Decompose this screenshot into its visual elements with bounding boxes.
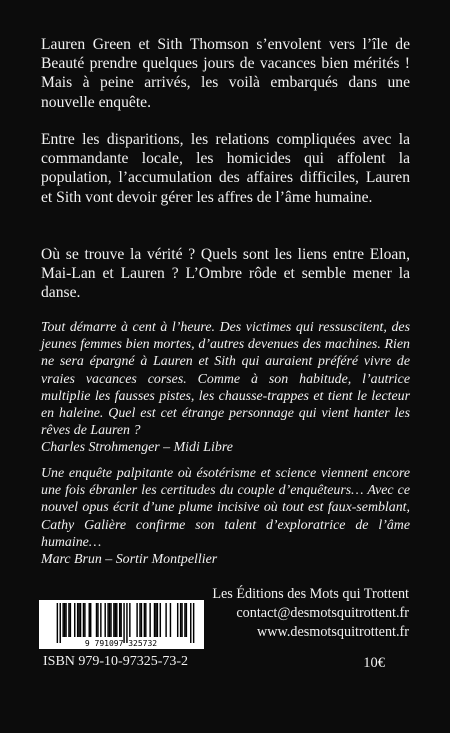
barcode-bar: [170, 603, 171, 637]
barcode-bar: [64, 603, 65, 637]
barcode-bar: [157, 603, 158, 637]
barcode-bar: [80, 603, 81, 637]
barcode-bar: [65, 603, 66, 637]
barcode-bar: [113, 603, 114, 637]
barcode-bar: [115, 603, 116, 637]
barcode-bar: [97, 603, 98, 637]
barcode-bar: [100, 603, 101, 637]
barcode-bar: [136, 603, 137, 637]
barcode-bar: [78, 603, 79, 637]
barcode-bar: [84, 603, 85, 637]
barcode-bar: [119, 603, 120, 637]
barcode-bar: [129, 603, 130, 637]
barcode-bar: [60, 603, 61, 643]
barcode-bar: [110, 603, 111, 637]
barcode-bar: [123, 603, 124, 643]
barcode-bar: [154, 603, 155, 637]
barcode-bar: [89, 603, 90, 637]
isbn-text: ISBN 979-10-97325-73-2: [43, 654, 189, 669]
review-1-source: Charles Strohmenger – Midi Libre: [41, 440, 233, 456]
barcode-bar: [62, 603, 63, 637]
blurb-paragraph-2: Entre les disparitions, les relations compliquées avec la commandante locale, les homicides qui affolent la population, l’accumulation des affaires difficiles, Lauren et Sith vont devoir gérer les affres de l’âme humaine.: [41, 131, 410, 206]
barcode-number: 9 791097 325732: [84, 639, 158, 648]
barcode-bar: [116, 603, 117, 637]
barcode-bar: [177, 603, 178, 637]
price-text: 10€: [363, 655, 385, 671]
publisher-email: contact@desmotsquitrottent.fr: [236, 605, 409, 621]
barcode-bar: [90, 603, 91, 637]
barcode-bar: [120, 603, 121, 637]
barcode-bar: [57, 603, 58, 643]
barcode-bar: [180, 603, 181, 637]
barcode-bar: [155, 603, 156, 637]
barcode-bar: [186, 603, 187, 637]
barcode-bar: [181, 603, 182, 637]
barcode-bar: [193, 603, 194, 643]
barcode-image: [39, 600, 204, 649]
barcode-bar: [109, 603, 110, 637]
publisher-name: Les Éditions des Mots qui Trottent: [212, 586, 409, 602]
barcode-bar: [126, 603, 127, 643]
barcode-bar: [68, 603, 69, 637]
barcode-bar: [70, 603, 71, 637]
barcode-bar: [104, 603, 105, 637]
barcode-bar: [77, 603, 78, 637]
review-2: [41, 465, 410, 568]
barcode-bar: [190, 603, 191, 643]
barcode-bar: [184, 603, 185, 637]
blurb-paragraph-3: Où se trouve la vérité ? Quels sont les liens entre Eloan, Mai-Lan et Lauren ? L’Ombre rôde et semble mener la danse.: [41, 246, 410, 302]
barcode-bar: [145, 603, 146, 637]
review-2-text: Une enquête palpitante où ésotérisme et science viennent encore une fois ébranler les certitudes du couple d’enquêteurs… Avec ce nouvel opus écrit d’une plume incisive où tout est faux-semblant, Cathy Galière confirme son talent d’exploratrice de l’âme humaine…: [41, 466, 410, 550]
barcode-bar: [83, 603, 84, 637]
review-1: [41, 319, 410, 457]
publisher-info: [212, 585, 409, 642]
barcode-bar: [139, 603, 140, 637]
barcode-bar: [96, 603, 97, 637]
barcode-bar: [165, 603, 166, 637]
barcode-bar: [160, 603, 161, 637]
blurb-paragraph-1: Lauren Green et Sith Thomson s’envolent vers l’île de Beauté prendre quelques jours de vacances bien mérités ! Mais à peine arrivés, les voilà embarqués dans une nouvelle enquête.: [41, 36, 410, 111]
barcode-bar: [141, 603, 142, 637]
barcode-bar: [74, 603, 75, 637]
review-1-text: Tout démarre à cent à l’heure. Des victimes qui ressuscitent, des jeunes femmes bien mortes, d’autres devenues des machines. Rien ne sera épargné à Lauren et Sith qui auraient préféré vivre de vraies vacances corses. Comme à son habitude, l’autrice multiplie les fausses pistes, les chausse-trappes et tient le lecteur en haleine. Quel est cet étrange personnage qui vient hanter les rêves de Lauren ?: [41, 320, 410, 439]
barcode-bar: [107, 603, 108, 637]
publisher-website: www.desmotsquitrottent.fr: [257, 624, 409, 640]
barcode-bar: [149, 603, 150, 637]
review-2-source: Marc Brun – Sortir Montpellier: [41, 552, 218, 568]
barcode: [39, 600, 204, 649]
barcode-bar: [144, 603, 145, 637]
